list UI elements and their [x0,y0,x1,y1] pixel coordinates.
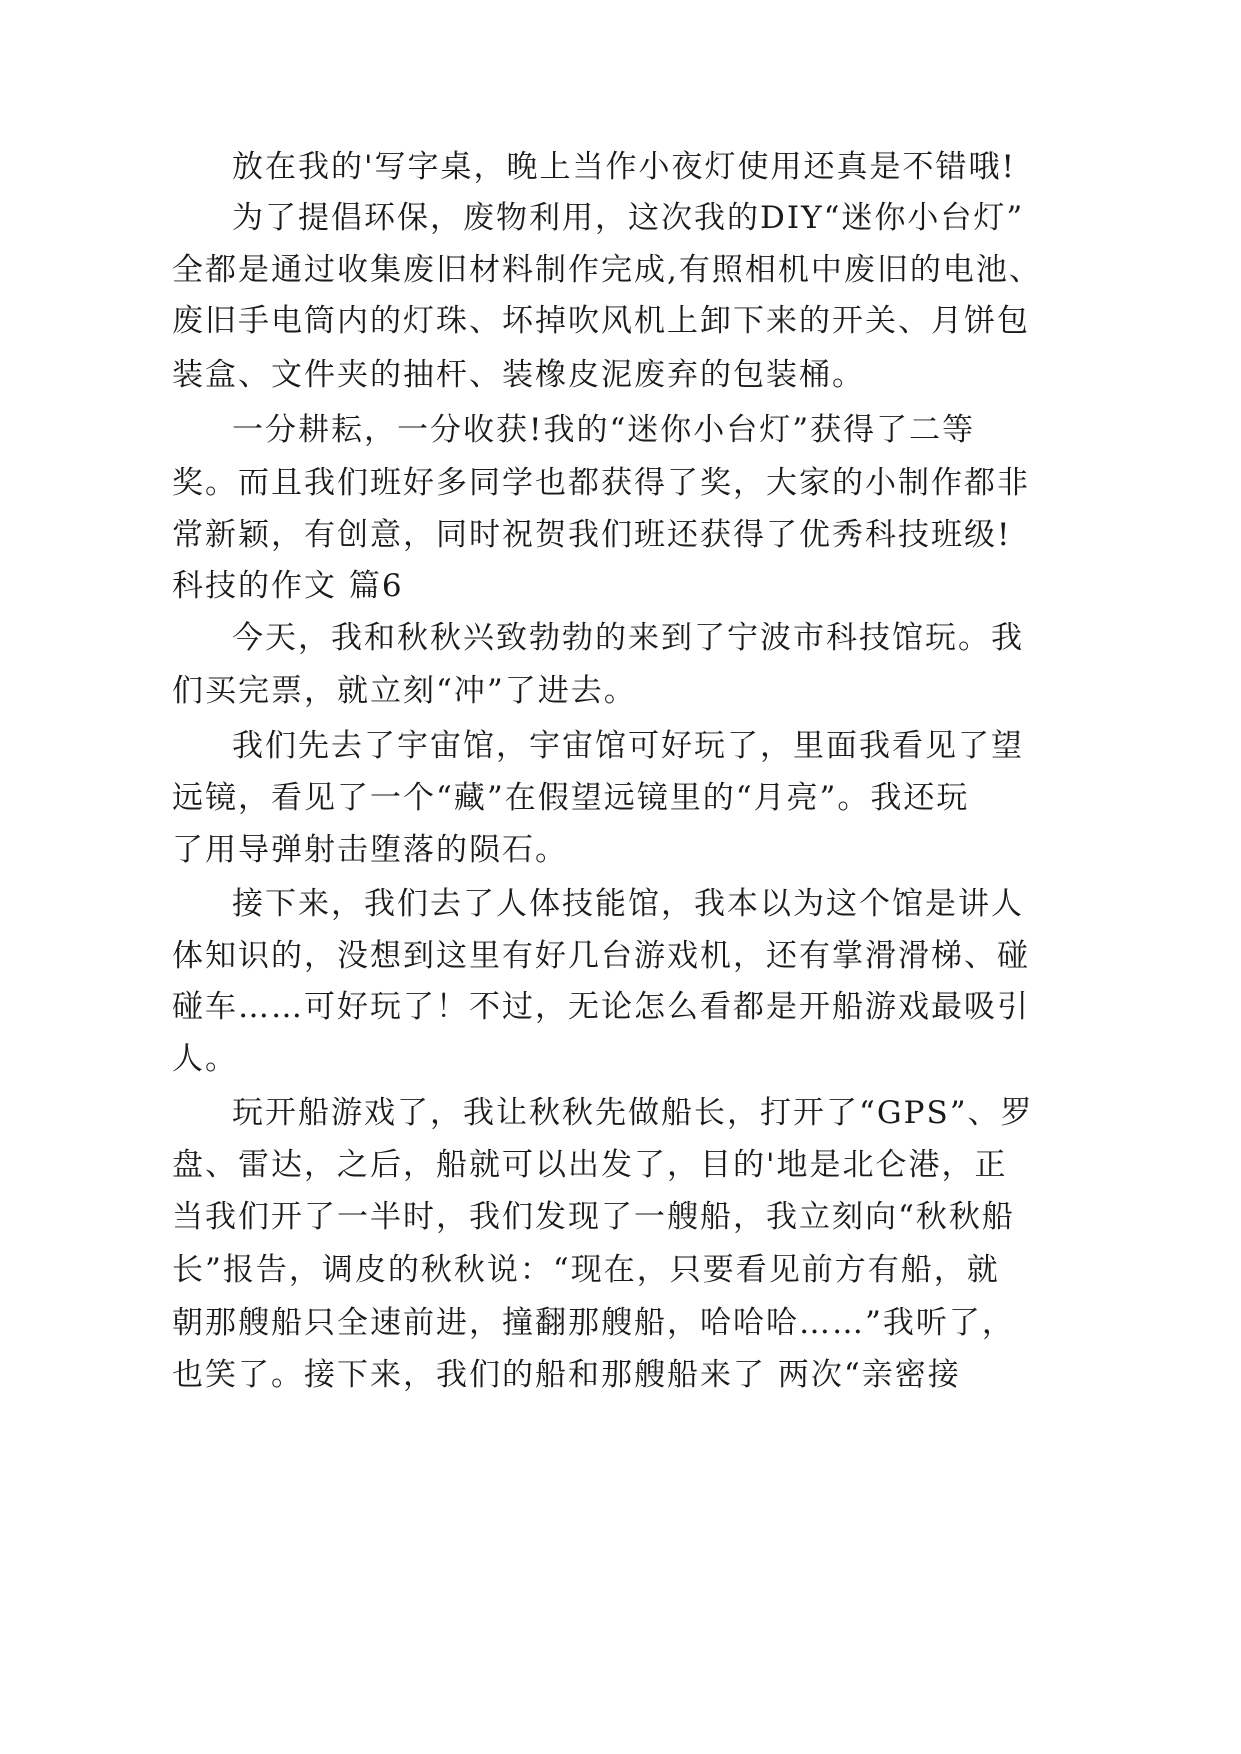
text-line [0,1135,1241,1195]
text-line [0,977,1241,1037]
line-text: 朝那艘船只全速前进，撞翻那艘船，哈哈哈……”我听了， [172,1305,1015,1341]
line-text: 全都是通过收集废旧材料制作完成,有照相机中废旧的电池、 [172,252,1042,288]
text-line [0,1187,1241,1247]
line-text: 体知识的，没想到这里有好几台游戏机，还有掌滑滑梯、碰 [172,938,1030,974]
line-text: 装盒、文件夹的抽杆、装橡皮泥废弃的包装桶。 [172,357,865,393]
text-line [0,188,1241,248]
text-line [0,1083,1241,1143]
text-line [0,1240,1241,1300]
line-text: 人。 [172,1041,238,1077]
line-text: 今天，我和秋秋兴致勃勃的来到了宁波市科技馆玩。我 [232,620,1024,656]
line-text: 长”报告，调皮的秋秋说：“现在，只要看见前方有船，就 [172,1252,1000,1288]
text-line [0,874,1241,934]
heading-text: 科技的作文 篇6 [172,568,404,604]
line-text: 也笑了。接下来，我们的船和那艘船来了 两次“亲密接 [172,1357,961,1393]
text-line [0,1293,1241,1353]
text-line [0,453,1241,513]
line-text: 为了提倡环保，废物利用，这次我的DIY“迷你小台灯” [232,200,1025,236]
line-text: 碰车……可好玩了！不过，无论怎么看都是开船游戏最吸引 [172,989,1030,1025]
line-text: 废旧手电筒内的灯珠、坏掉吹风机上卸下来的开关、月饼包 [172,303,1030,339]
line-text: 一分耕耘，一分收获!我的“迷你小台灯”获得了二等 [232,412,976,448]
line-text: 盘、雷达，之后，船就可以出发了，目的'地是北仑港，正 [172,1147,1008,1183]
line-text: 远镜，看见了一个“藏”在假望远镜里的“月亮”。我还玩 [172,780,970,816]
line-text: 们买完票，就立刻“冲”了进去。 [172,673,637,709]
text-line [0,608,1241,668]
section-heading [0,556,1241,616]
line-text: 奖。而且我们班好多同学也都获得了奖，大家的小制作都非 [172,465,1030,501]
line-text: 接下来，我们去了人体技能馆，我本以为这个馆是讲人 [232,886,1024,922]
line-text: 常新颖，有创意，同时祝贺我们班还获得了优秀科技班级! [172,517,1012,553]
text-line [0,661,1241,721]
text-line [0,820,1241,880]
line-text: 当我们开了一半时，我们发现了一艘船，我立刻向“秋秋船 [172,1199,1015,1235]
text-line [0,716,1241,776]
text-line [0,345,1241,405]
line-text: 放在我的'写字桌，晚上当作小夜灯使用还真是不错哦! [232,149,1016,185]
line-text: 玩开船游戏了，我让秋秋先做船长，打开了“GPS”、罗 [232,1095,1034,1131]
line-text: 我们先去了宇宙馆，宇宙馆可好玩了，里面我看见了望 [232,728,1024,764]
text-line [0,768,1241,828]
text-line [0,1345,1241,1405]
text-line [0,1029,1241,1089]
line-text: 了用导弹射击堕落的陨石。 [172,832,568,868]
text-line [0,291,1241,351]
text-line [0,400,1241,460]
